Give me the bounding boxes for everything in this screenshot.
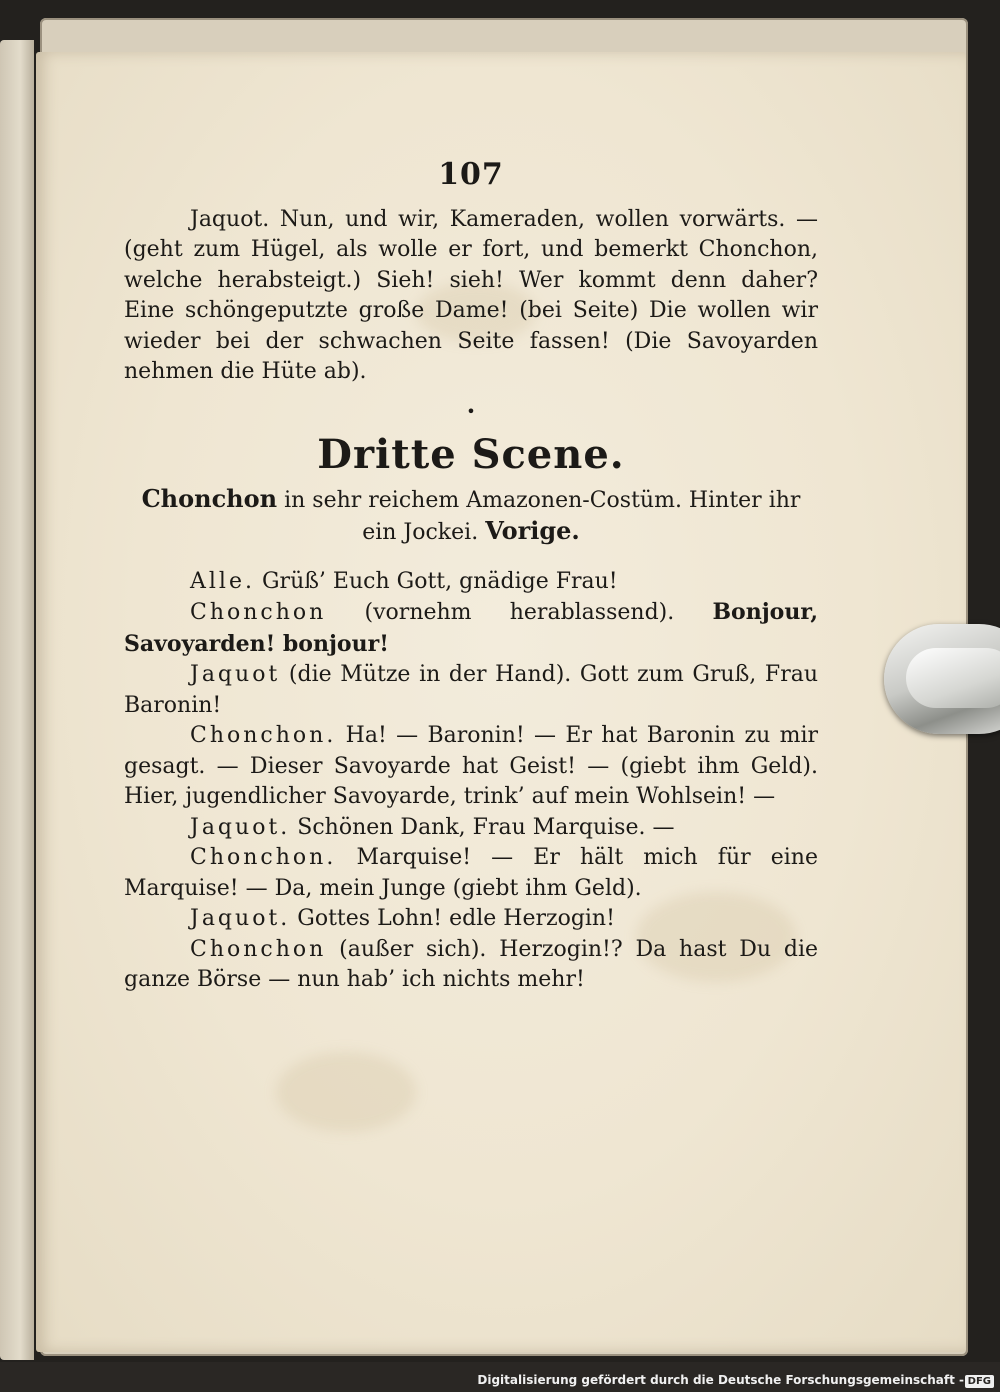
line-text: Grüß’ Euch Gott, gnädige Frau! [254,568,618,594]
line-text: Ha! — Baronin! — Er hat Baronin zu mir gesagt. — Dieser Savoyarde hat Geist! — (giebt ihm Geld). Hier, jugendlicher Savoyarde, trink’ auf mein Wohlsein! — [124,723,818,809]
speaker-name: Chonchon [190,600,327,625]
clip-highlight [906,648,1000,708]
speaker-name: Jaquot [190,662,281,687]
line-text: (die Mütze in der Hand). Gott zum Gruß, Frau Baronin! [124,662,818,718]
paragraph-jaquot-intro: Jaquot. Nun, und wir, Kameraden, wollen vorwärts. — (geht zum Hügel, als wolle er fort, und bemerkt Chonchon, welche herabsteigt.) Sieh! sieh! Wer kommt denn daher? Eine schöngeputzte große Dame! (bei Seite) Die wollen wir wieder bei der schwachen Seite fassen! (Die Savoyarden nehmen die Hüte ab). [124,206,818,384]
digitization-credit: Digitalisierung gefördert durch die Deutsche Forschungsgemeinschaft - [477,1373,964,1387]
dialogue-line [124,567,818,598]
speaker-name: Jaquot. [190,906,291,931]
scene-title: Dritte Scene. [317,430,625,478]
dialogue-line [124,721,818,813]
speaker-name: Chonchon. [190,845,337,870]
dialogue-line [124,660,818,721]
line-text: Gottes Lohn! edle Herzogin! [290,906,615,931]
dialogue-line [124,843,818,904]
line-text: (außer sich). Herzogin!? Da hast Du die ganze Börse — nun hab’ ich nichts mehr! [124,936,818,992]
dialogue-line [124,813,818,844]
cast-description: in sehr reichem Amazonen-Costüm. Hinter ihr ein Jockei. [277,487,801,545]
speaker-name: Jaquot. [190,814,291,840]
metal-page-clip [884,624,1000,734]
dialogue-line [124,597,818,660]
speaker-name: Alle. [190,568,255,594]
paper-stain [276,1052,416,1132]
line-text: Schönen Dank, Frau Marquise. — [290,814,675,840]
dfg-logo: DFG [965,1375,994,1388]
line-text: (vornehm herablassend). [326,600,713,625]
left-page-edge [0,40,34,1360]
page-number: 107 [438,157,504,192]
cast-name: Chonchon [141,483,278,513]
speaker-name: Chonchon. [190,723,337,748]
speaker-name: Chonchon [190,936,327,962]
text-column [124,157,818,996]
dialogue-line [124,935,818,996]
line-text: Marquise! — Er hält mich für eine Marquise! — Da, mein Junge (giebt ihm Geld). [124,845,818,901]
cast-vorige: Vorige. [485,516,580,545]
line-bold-text: Bonjour, Savoyarden! bonjour! [124,599,818,657]
separator-dot: • [466,401,476,421]
dialogue-line [124,904,818,935]
cast-list [124,484,818,549]
